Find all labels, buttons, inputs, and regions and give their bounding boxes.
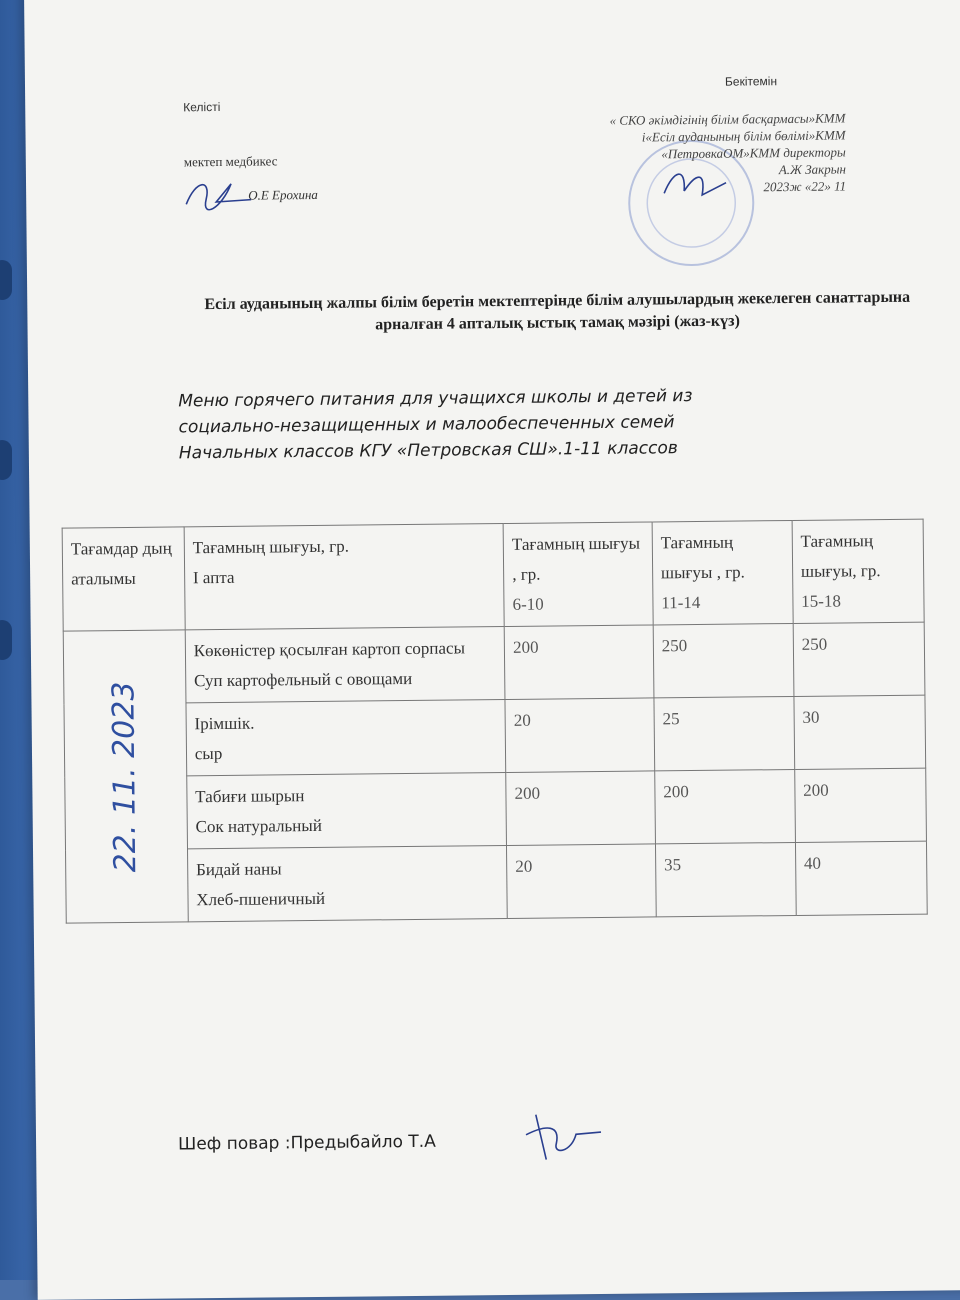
yield-15-18: 40 (795, 841, 927, 915)
dish-name-kz: Табиғи шырын (195, 786, 305, 807)
header-dish-names: Тағамдар дың аталымы (62, 527, 185, 631)
folder-hole (0, 620, 12, 660)
yield-11-14: 200 (655, 769, 796, 843)
document-page (24, 0, 960, 1300)
approval-line: « СКО әкімдігінің білім басқармасы»КММ (609, 110, 846, 128)
yield-11-14: 25 (654, 696, 795, 770)
table-row (64, 695, 926, 777)
header-age-11-14 (652, 520, 793, 624)
yield-6-10: 20 (507, 844, 656, 919)
header-yield (184, 524, 504, 630)
dish-name-ru: сыр (194, 743, 223, 764)
dish-cell (187, 845, 507, 921)
dish-name-kz: Көкөністер қосылған картоп сорпасы (193, 638, 466, 661)
header-age-15-18 (792, 519, 924, 623)
yield-11-14: 250 (653, 623, 794, 697)
folder-hole (0, 440, 12, 480)
dish-cell (187, 772, 507, 848)
header-age-range: 6-10 (512, 594, 544, 614)
yield-15-18: 200 (795, 768, 927, 842)
dish-name-ru: Суп картофельный с овощами (193, 668, 413, 691)
dish-name-kz: Ірімшік. (194, 713, 255, 734)
handwritten-date: 22. 11. 2023 (106, 680, 144, 873)
yield-6-10: 200 (506, 771, 655, 846)
menu-table (62, 519, 928, 924)
title-russian-line: Начальных классов КГУ «Петровская СШ».1-11 классов (178, 438, 678, 464)
nurse-name: О.Е Ерохина (248, 186, 318, 203)
dish-name-ru: Хлеб-пшеничный (196, 888, 326, 910)
table-header-row (62, 519, 924, 631)
title-russian-line: социально-незащищенных и малообеспеченных семей (178, 412, 675, 438)
table-row (65, 768, 927, 850)
chef-signature-line: Шеф повар :Предыбайло Т.А (177, 1131, 436, 1155)
dish-name-kz: Бидай наны (195, 859, 282, 880)
table-row (66, 841, 928, 923)
header-age-range: 15-18 (801, 591, 842, 611)
title-russian (178, 380, 939, 466)
header-yield-label: Тағамның шығуы, гр. (800, 531, 881, 581)
nurse-role: мектеп медбикес (183, 153, 278, 170)
date-cell (63, 630, 188, 923)
title-kazakh: Есіл ауданының жалпы білім беретін мектептерінде білім алушылардың жекелеген санаттарына арналған 4 апталық ыстық тамақ мәзірі (жаз-күз) (204, 288, 911, 334)
yield-15-18: 250 (793, 622, 925, 696)
approval-line: А.Ж Закрын (778, 161, 846, 178)
yield-6-10: 20 (505, 698, 654, 773)
chef-signature (516, 1104, 607, 1165)
nurse-signature (176, 174, 256, 215)
dish-cell (185, 627, 505, 703)
header-yield-label: Тағамның шығуы , гр. (660, 532, 745, 583)
yield-11-14: 35 (655, 842, 796, 916)
dish-cell (186, 700, 506, 776)
approval-line: «ПетровкаОМ»КММ директоры (661, 144, 846, 162)
folder-hole (0, 260, 12, 300)
approval-date: 2023ж «22» 11 (763, 178, 847, 195)
table-row (63, 622, 925, 704)
agreed-label: Келісті (183, 99, 221, 115)
yield-6-10: 200 (504, 625, 653, 700)
header-age-range: 11-14 (661, 592, 701, 613)
approval-line: і«Есіл ауданының білім бөлімі»КММ (641, 127, 846, 145)
header-week: I апта (192, 567, 235, 588)
header-yield-label: Тағамның шығуы , гр. (511, 533, 641, 584)
title-russian-line: Меню горячего питания для учащихся школы и детей из (178, 386, 693, 412)
approve-label: Бекітемін (724, 74, 778, 89)
header-age-6-10 (503, 522, 653, 627)
header-yield-label: Тағамның шығуы, гр. (192, 536, 350, 558)
dish-name-ru: Сок натуральный (195, 815, 322, 837)
yield-15-18: 30 (794, 695, 926, 769)
director-signature (656, 163, 736, 208)
